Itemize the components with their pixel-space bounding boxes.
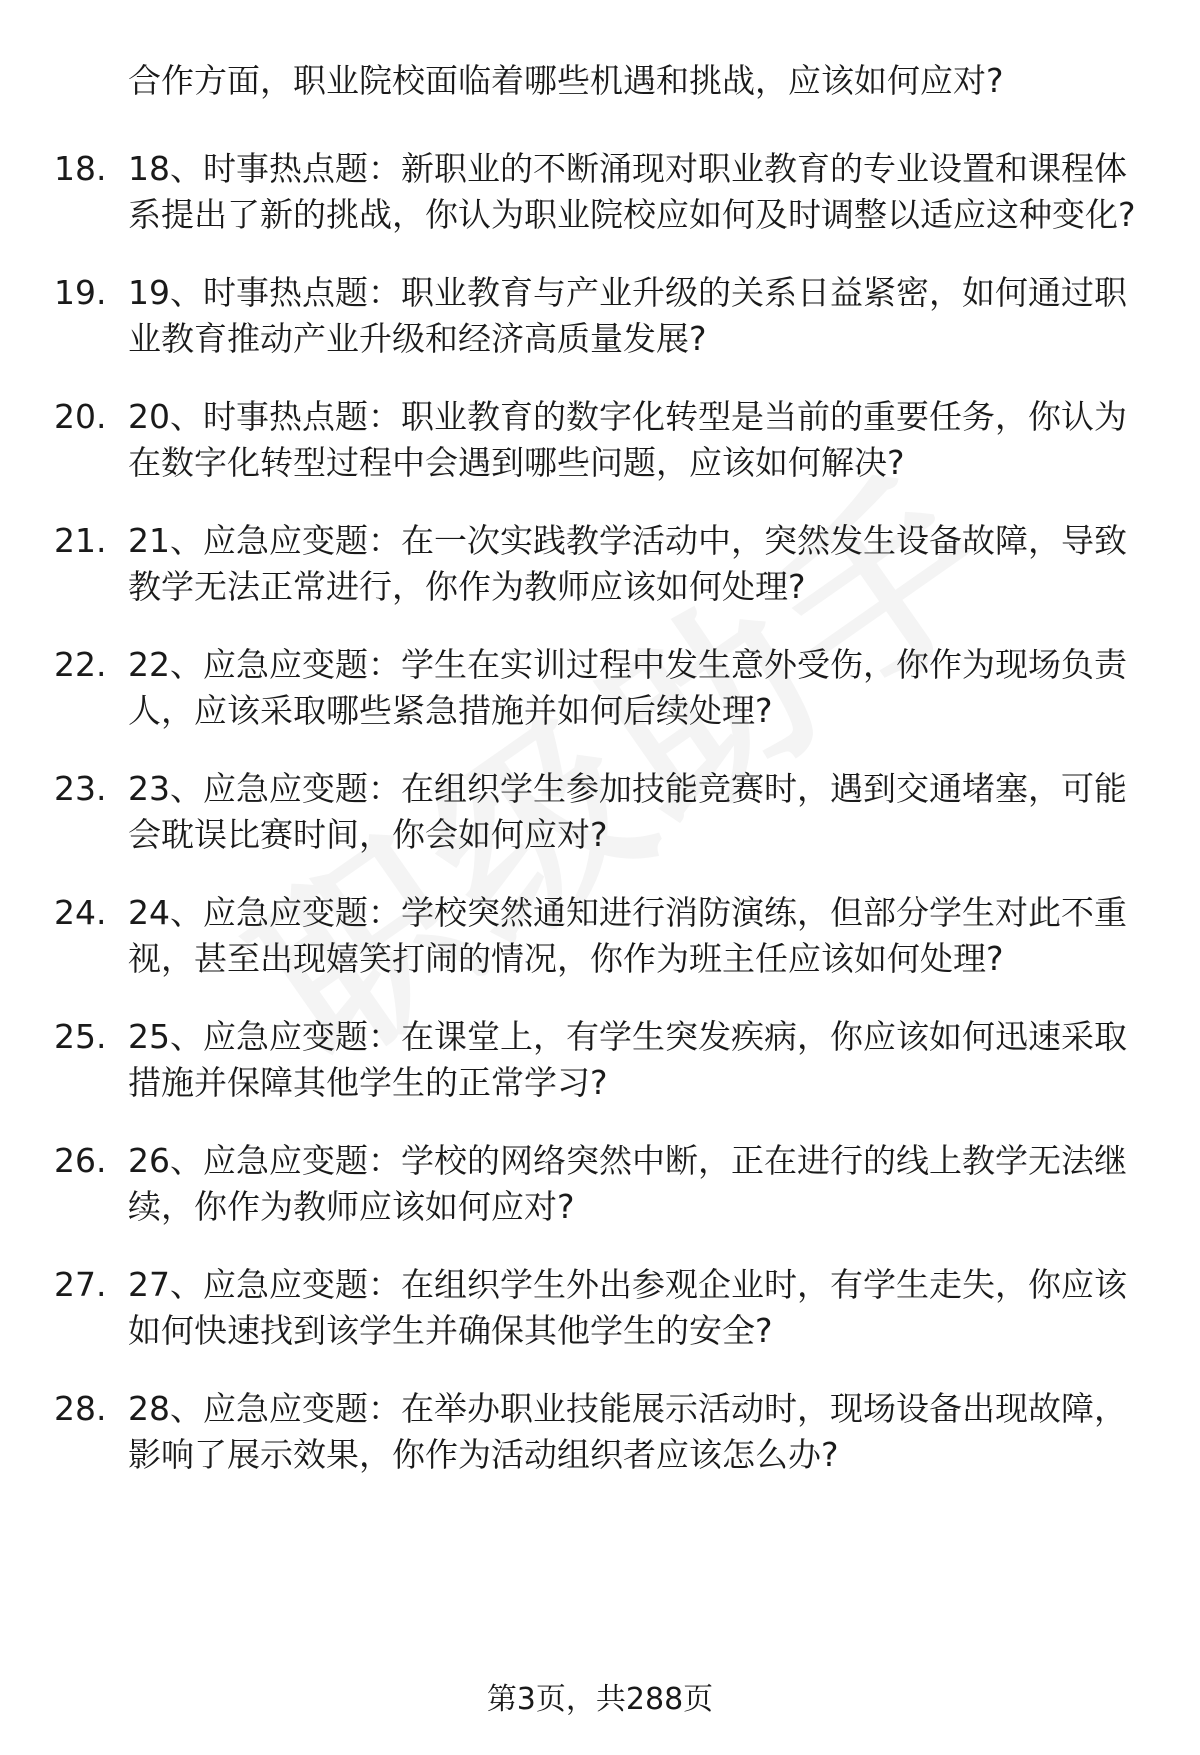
question-text: 24、应急应变题：学校突然通知进行消防演练，但部分学生对此不重视，甚至出现嬉笑打闹的情况，你作为班主任应该如何处理? (128, 893, 1127, 978)
question-item (0, 1014, 1200, 1106)
question-number: 24. (54, 893, 107, 932)
question-text: 25、应急应变题：在课堂上，有学生突发疾病，你应该如何迅速采取措施并保障其他学生的正常学习? (128, 1017, 1127, 1102)
question-item (0, 1386, 1200, 1478)
question-number: 20. (54, 397, 107, 436)
question-text: 20、时事热点题：职业教育的数字化转型是当前的重要任务，你认为在数字化转型过程中会遇到哪些问题，应该如何解决? (128, 397, 1127, 482)
question-text: 19、时事热点题：职业教育与产业升级的关系日益紧密，如何通过职业教育推动产业升级和经济高质量发展? (128, 273, 1127, 358)
question-text: 28、应急应变题：在举办职业技能展示活动时，现场设备出现故障，影响了展示效果，你作为活动组织者应该怎么办? (128, 1389, 1127, 1474)
question-number: 21. (54, 521, 107, 560)
question-number: 23. (54, 769, 107, 808)
question-item (0, 890, 1200, 982)
question-text: 21、应急应变题：在一次实践教学活动中，突然发生设备故障，导致教学无法正常进行，你作为教师应该如何处理? (128, 521, 1127, 606)
question-number: 28. (54, 1389, 107, 1428)
question-item (0, 270, 1200, 362)
question-text: 26、应急应变题：学校的网络突然中断，正在进行的线上教学无法继续，你作为教师应该如何应对? (128, 1141, 1127, 1226)
question-text: 22、应急应变题：学生在实训过程中发生意外受伤，你作为现场负责人，应该采取哪些紧急措施并如何后续处理? (128, 645, 1127, 730)
question-text: 23、应急应变题：在组织学生参加技能竞赛时，遇到交通堵塞，可能会耽误比赛时间，你会如何应对? (128, 769, 1127, 854)
question-number: 18. (54, 149, 107, 188)
question-number: 25. (54, 1017, 107, 1056)
question-item (0, 394, 1200, 486)
question-item (0, 642, 1200, 734)
continuation-text: 合作方面，职业院校面临着哪些机遇和挑战，应该如何应对? (128, 61, 1004, 100)
question-number: 19. (54, 273, 107, 312)
question-text: 27、应急应变题：在组织学生外出参观企业时，有学生走失，你应该如何快速找到该学生并确保其他学生的安全? (128, 1265, 1127, 1350)
question-text: 18、时事热点题：新职业的不断涌现对职业教育的专业设置和课程体系提出了新的挑战，你认为职业院校应如何及时调整以适应这种变化? (128, 149, 1136, 234)
question-list (0, 146, 1200, 1478)
question-item (0, 1138, 1200, 1230)
page-footer: 第3页，共288页 (486, 1682, 714, 1717)
question-item (0, 518, 1200, 610)
question-item (0, 146, 1200, 238)
question-item (0, 1262, 1200, 1354)
question-item (0, 766, 1200, 858)
question-number: 26. (54, 1141, 107, 1180)
question-number: 22. (54, 645, 107, 684)
question-number: 27. (54, 1265, 107, 1304)
